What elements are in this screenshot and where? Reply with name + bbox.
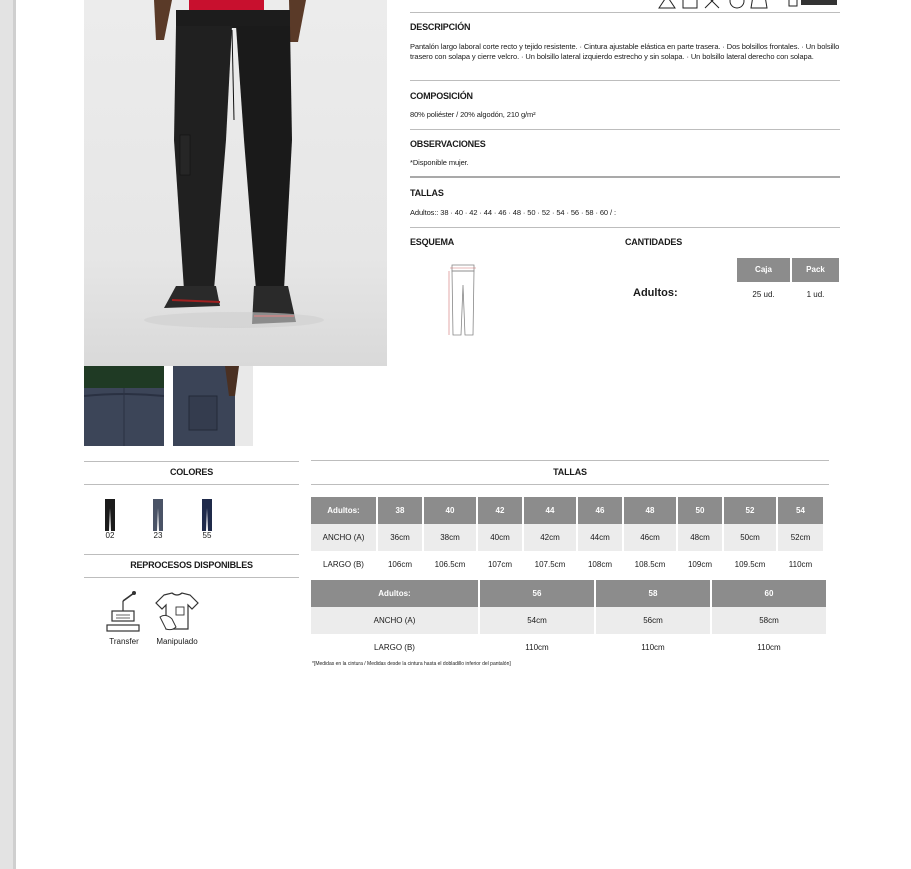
- tallas-title: TALLAS: [410, 188, 444, 198]
- table-cell: 42: [478, 497, 522, 524]
- table-cell: 52cm: [778, 524, 823, 551]
- product-photo: [84, 0, 387, 366]
- divider: [410, 227, 840, 228]
- divider: [410, 80, 840, 81]
- table-cell: 56: [480, 580, 594, 607]
- tallas-text: Adultos:: 38 · 40 · 42 · 44 · 46 · 48 · 50 · 52 · 54 · 56 · 58 · 60 / :: [410, 208, 616, 217]
- table-cell: 110cm: [778, 551, 823, 578]
- table-cell: 58: [596, 580, 710, 607]
- table-cell: 60: [712, 580, 826, 607]
- table-cell: 107.5cm: [524, 551, 576, 578]
- divider: [311, 484, 829, 485]
- table-cell: 110cm: [712, 634, 826, 661]
- table-cell: 54: [778, 497, 823, 524]
- divider: [410, 129, 840, 130]
- model-wearing-pants-image: [84, 0, 387, 366]
- table-cell: LARGO (B): [311, 634, 478, 661]
- pack-value: 1 ud.: [806, 290, 825, 299]
- table-cell: 38: [378, 497, 422, 524]
- pants-detail-image: [84, 366, 164, 446]
- colores-title: COLORES: [169, 467, 214, 477]
- divider: [410, 12, 840, 13]
- divider: [84, 461, 299, 462]
- cantidades-row-label: Adultos:: [633, 287, 678, 299]
- observaciones-text: *Disponible mujer.: [410, 158, 469, 167]
- table-cell: Adultos:: [311, 580, 478, 607]
- table-cell: 42cm: [524, 524, 576, 551]
- table-cell: 44: [524, 497, 576, 524]
- table-cell: 108cm: [578, 551, 622, 578]
- largo-row: [311, 551, 823, 578]
- pants-color-icon: [100, 498, 120, 532]
- table-cell: 44cm: [578, 524, 622, 551]
- composicion-title: COMPOSICIÓN: [410, 91, 473, 101]
- table-cell: 46: [578, 497, 622, 524]
- table-cell: 106.5cm: [424, 551, 476, 578]
- table-cell: 36cm: [378, 524, 422, 551]
- table-cell: 50: [678, 497, 722, 524]
- divider: [84, 577, 299, 578]
- table-cell: 106cm: [378, 551, 422, 578]
- size-header-row: [311, 497, 823, 524]
- table-cell: 48: [624, 497, 676, 524]
- descripcion-text: Pantalón largo laboral corte recto y tejido resistente. · Cintura ajustable elástica en parte trasera. · Dos bolsillos frontales. · Un bolsillo trasero con solapa y cierre velcro. · Un bolsillo lateral izquierdo estrecho y sin solapa. · Un bolsillo lateral derecho con solapa.: [410, 42, 840, 61]
- measurement-note: *[Medidas en la cintura / Medidas desde la cintura hasta el dobladillo inferior del pantalón]: [312, 661, 511, 667]
- composicion-text: 80% poliéster / 20% algodón, 210 g/m²: [410, 110, 536, 119]
- divider: [410, 176, 840, 178]
- table-cell: 40cm: [478, 524, 522, 551]
- size-table-2: [309, 580, 828, 661]
- table-cell: 40: [424, 497, 476, 524]
- divider: [84, 484, 299, 485]
- table-cell: 54cm: [480, 607, 594, 634]
- reprocesos-title: REPROCESOS DISPONIBLES: [130, 560, 253, 570]
- tallas-table-title: TALLAS: [553, 467, 587, 477]
- table-cell: 108.5cm: [624, 551, 676, 578]
- table-cell: 110cm: [480, 634, 594, 661]
- thumbnail-side-pocket[interactable]: [173, 366, 253, 446]
- hand-shirt-icon: [154, 591, 200, 635]
- table-cell: 48cm: [678, 524, 722, 551]
- table-cell: Adultos:: [311, 497, 376, 524]
- cantidades-title: CANTIDADES: [625, 237, 683, 247]
- side-pocket-image: [173, 366, 253, 446]
- table-cell: 58cm: [712, 607, 826, 634]
- size-table-1: [309, 497, 825, 578]
- transfer-label: Transfer: [109, 637, 139, 646]
- pants-color-icon: [148, 498, 168, 532]
- color-code: 55: [202, 531, 212, 540]
- heat-press-icon: [104, 591, 144, 635]
- table-cell: 107cm: [478, 551, 522, 578]
- table-cell: 50cm: [724, 524, 776, 551]
- size-header-row: [311, 580, 826, 607]
- care-symbols-icon: [655, 0, 840, 10]
- table-cell: ANCHO (A): [311, 607, 478, 634]
- caja-value: 25 ud.: [752, 290, 775, 299]
- color-code: 23: [153, 531, 163, 540]
- pack-header: Pack: [792, 258, 839, 282]
- table-cell: 38cm: [424, 524, 476, 551]
- ancho-row: [311, 524, 823, 551]
- manipulado-label: Manipulado: [156, 637, 198, 646]
- caja-header: Caja: [737, 258, 790, 282]
- color-code: 02: [105, 531, 115, 540]
- largo-row: [311, 634, 826, 661]
- pants-color-icon: [197, 498, 217, 532]
- observaciones-title: OBSERVACIONES: [410, 139, 486, 149]
- divider: [311, 460, 829, 461]
- table-cell: 52: [724, 497, 776, 524]
- table-cell: ANCHO (A): [311, 524, 376, 551]
- descripcion-title: DESCRIPCIÓN: [410, 22, 471, 32]
- divider: [84, 554, 299, 555]
- esquema-title: ESQUEMA: [410, 237, 455, 247]
- table-cell: 110cm: [596, 634, 710, 661]
- ancho-row: [311, 607, 826, 634]
- pants-schema-icon: [448, 263, 478, 337]
- table-cell: 109cm: [678, 551, 722, 578]
- table-cell: LARGO (B): [311, 551, 376, 578]
- table-cell: 109.5cm: [724, 551, 776, 578]
- thumbnail-front-pocket[interactable]: [84, 366, 164, 446]
- table-cell: 46cm: [624, 524, 676, 551]
- table-cell: 56cm: [596, 607, 710, 634]
